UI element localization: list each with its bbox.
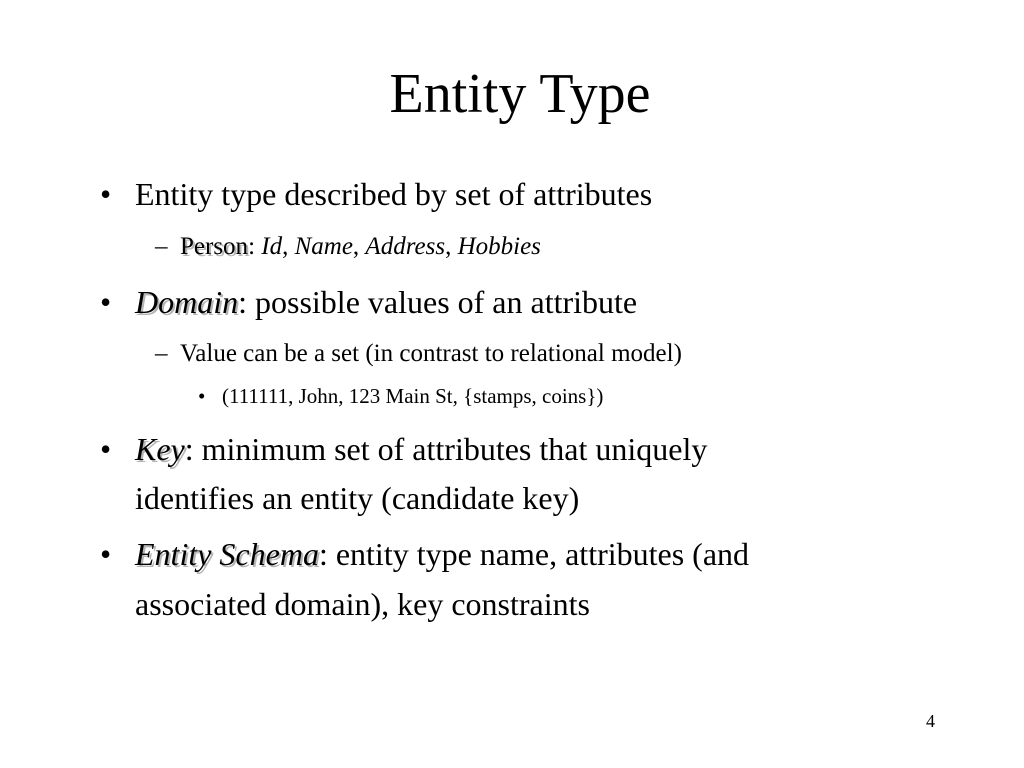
- key-term: Key: [135, 431, 185, 467]
- bullet-4-continuation: associated domain), key constraints: [135, 586, 590, 622]
- separator: ,: [282, 233, 295, 260]
- domain-definition: : possible values of an attribute: [238, 284, 638, 320]
- attr-address: Address: [365, 233, 446, 260]
- bullet-marker: •: [100, 176, 112, 212]
- dash-marker: –: [155, 340, 168, 367]
- bullet-marker: •: [198, 384, 206, 408]
- dash-marker: –: [155, 233, 168, 260]
- entity-schema-definition: : entity type name, attributes (and: [318, 536, 750, 572]
- page-number: 4: [926, 711, 935, 731]
- attr-hobbies: Hobbies: [457, 233, 541, 260]
- domain-term: Domain: [135, 284, 239, 320]
- sub-bullet-set-value: Value can be a set (in contrast to relational model): [180, 340, 682, 367]
- sub-bullet-person: [180, 230, 541, 264]
- bullet-4-text: [135, 530, 749, 578]
- attr-id: Id: [261, 233, 283, 260]
- separator: ,: [445, 233, 458, 260]
- person-term: Person: [180, 233, 249, 260]
- bullet-2-text: [135, 278, 637, 326]
- slide-title: Entity Type: [389, 63, 651, 125]
- colon: :: [248, 233, 262, 260]
- bullet-3-continuation: identifies an entity (candidate key): [135, 480, 580, 516]
- separator: ,: [352, 233, 366, 260]
- attr-name: Name: [294, 233, 353, 260]
- bullet-marker: •: [100, 284, 112, 320]
- bullet-marker: •: [100, 536, 112, 572]
- bullet-marker: •: [100, 431, 112, 467]
- entity-schema-term: Entity Schema: [135, 536, 319, 572]
- key-definition: : minimum set of attributes that uniquely: [184, 431, 708, 467]
- bullet-1-text: Entity type described by set of attributes: [135, 176, 653, 212]
- bullet-3-text: [135, 425, 707, 473]
- example-tuple: (111111, John, 123 Main St, {stamps, coins}): [222, 384, 604, 408]
